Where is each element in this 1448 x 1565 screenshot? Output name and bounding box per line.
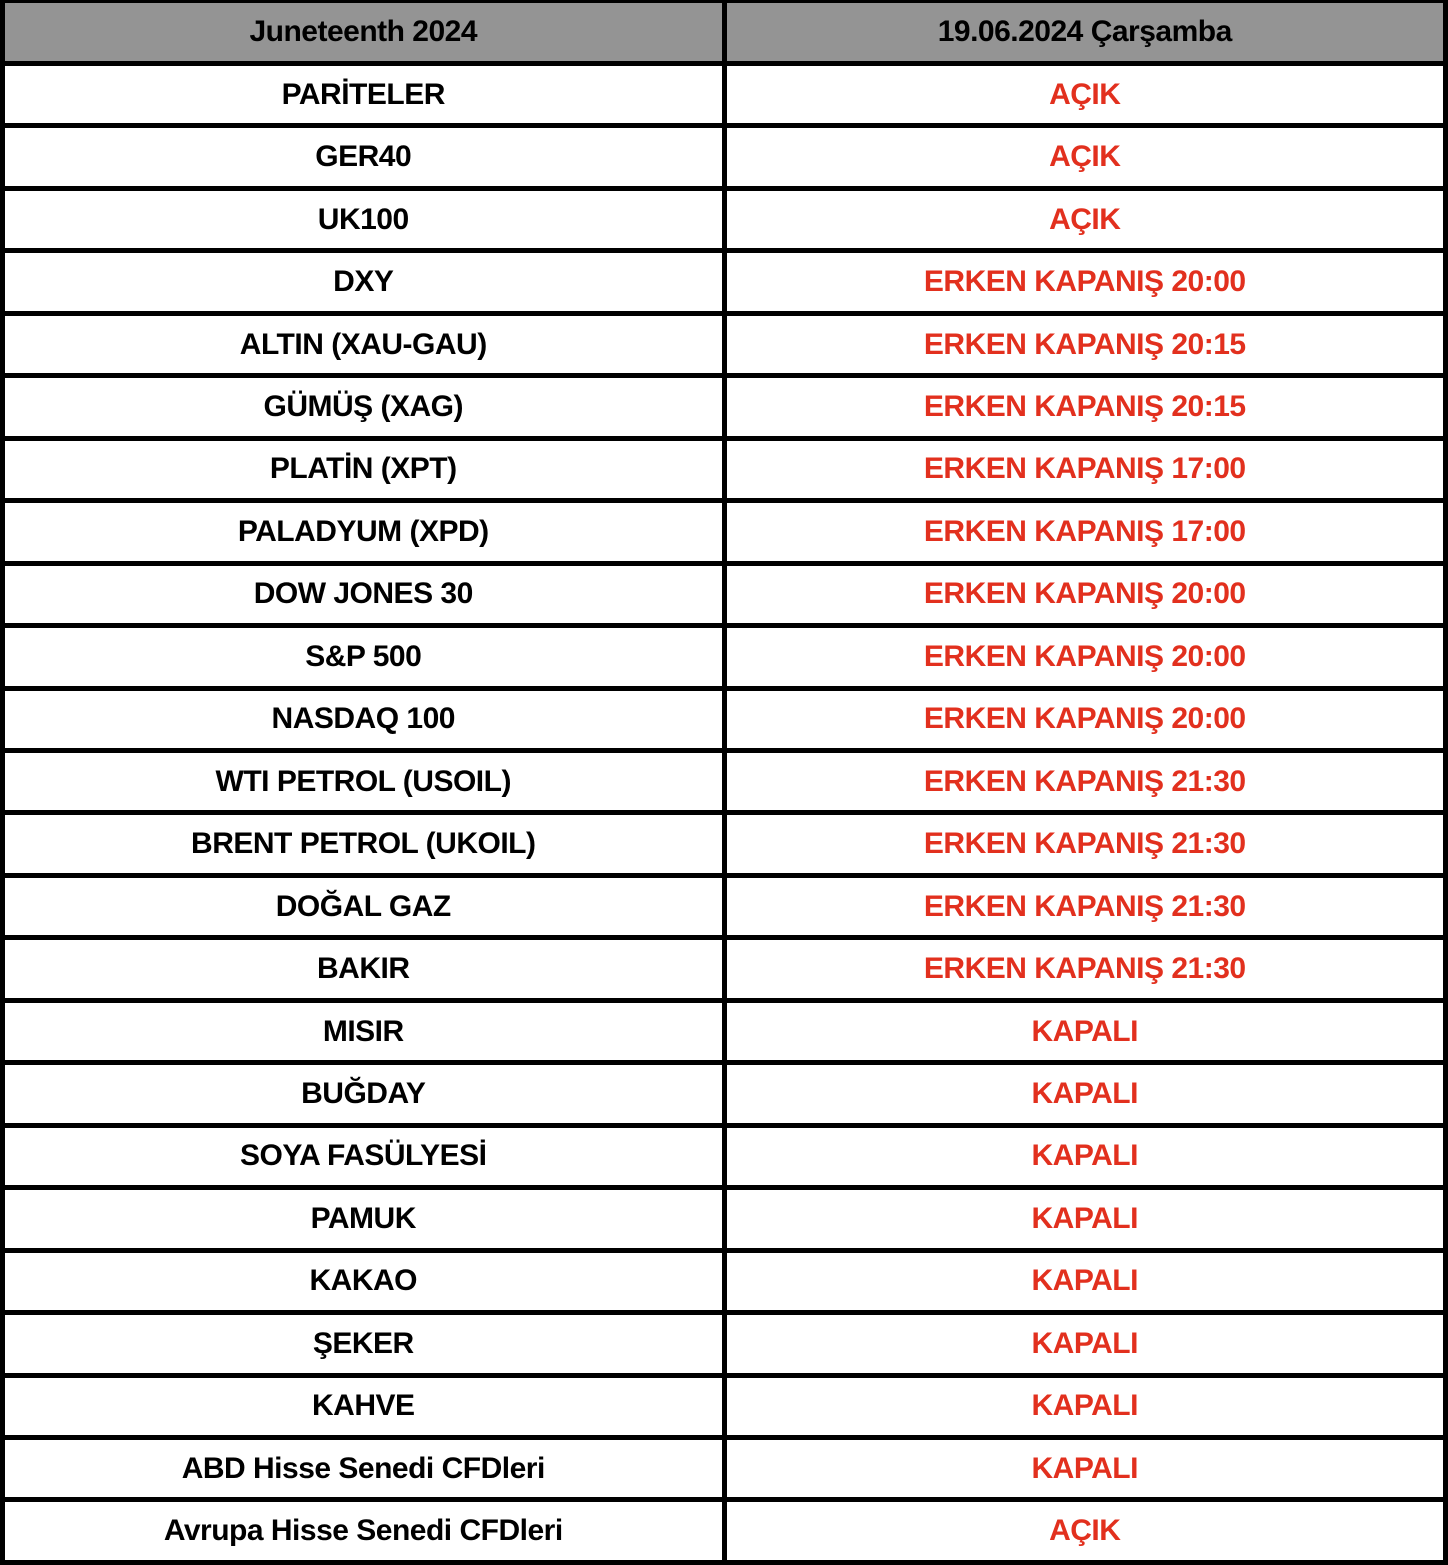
status-cell: ERKEN KAPANIŞ 20:00	[724, 563, 1446, 625]
instrument-cell: ŞEKER	[3, 1313, 725, 1375]
table-body	[3, 64, 1446, 1563]
instrument-cell: BUĞDAY	[3, 1063, 725, 1125]
holiday-name-header: Juneteenth 2024	[3, 2, 725, 64]
table-row	[3, 1437, 1446, 1499]
table-row	[3, 1125, 1446, 1187]
table-row	[3, 1000, 1446, 1062]
table-row	[3, 1188, 1446, 1250]
status-cell: ERKEN KAPANIŞ 21:30	[724, 750, 1446, 812]
status-cell: KAPALI	[724, 1063, 1446, 1125]
table-row	[3, 188, 1446, 250]
instrument-cell: DOĞAL GAZ	[3, 875, 725, 937]
table-row	[3, 251, 1446, 313]
status-cell: KAPALI	[724, 1375, 1446, 1437]
instrument-cell: S&P 500	[3, 626, 725, 688]
instrument-cell: PARİTELER	[3, 64, 725, 126]
instrument-cell: DXY	[3, 251, 725, 313]
instrument-cell: GÜMÜŞ (XAG)	[3, 376, 725, 438]
table-row	[3, 750, 1446, 812]
status-cell: AÇIK	[724, 1500, 1446, 1563]
table-row	[3, 626, 1446, 688]
table-row	[3, 1313, 1446, 1375]
status-cell: KAPALI	[724, 1313, 1446, 1375]
status-cell: ERKEN KAPANIŞ 20:15	[724, 313, 1446, 375]
instrument-cell: PLATİN (XPT)	[3, 438, 725, 500]
date-header: 19.06.2024 Çarşamba	[724, 2, 1446, 64]
status-cell: AÇIK	[724, 64, 1446, 126]
status-cell: ERKEN KAPANIŞ 17:00	[724, 438, 1446, 500]
instrument-cell: GER40	[3, 126, 725, 188]
instrument-cell: PALADYUM (XPD)	[3, 501, 725, 563]
status-cell: KAPALI	[724, 1000, 1446, 1062]
table-row	[3, 813, 1446, 875]
table-row	[3, 501, 1446, 563]
instrument-cell: PAMUK	[3, 1188, 725, 1250]
instrument-cell: WTI PETROL (USOIL)	[3, 750, 725, 812]
status-cell: KAPALI	[724, 1125, 1446, 1187]
instrument-cell: KAKAO	[3, 1250, 725, 1312]
instrument-cell: MISIR	[3, 1000, 725, 1062]
status-cell: ERKEN KAPANIŞ 20:00	[724, 688, 1446, 750]
instrument-cell: KAHVE	[3, 1375, 725, 1437]
header-row	[3, 2, 1446, 64]
status-cell: ERKEN KAPANIŞ 20:00	[724, 626, 1446, 688]
table-header	[3, 2, 1446, 64]
status-cell: ERKEN KAPANIŞ 21:30	[724, 875, 1446, 937]
status-cell: ERKEN KAPANIŞ 17:00	[724, 501, 1446, 563]
instrument-cell: NASDAQ 100	[3, 688, 725, 750]
table-row	[3, 126, 1446, 188]
status-cell: ERKEN KAPANIŞ 21:30	[724, 813, 1446, 875]
status-cell: AÇIK	[724, 188, 1446, 250]
table-row	[3, 313, 1446, 375]
table-row	[3, 438, 1446, 500]
table-row	[3, 64, 1446, 126]
status-cell: ERKEN KAPANIŞ 21:30	[724, 938, 1446, 1000]
table-row	[3, 1250, 1446, 1312]
status-cell: KAPALI	[724, 1188, 1446, 1250]
instrument-cell: ALTIN (XAU-GAU)	[3, 313, 725, 375]
table-row	[3, 563, 1446, 625]
status-cell: ERKEN KAPANIŞ 20:00	[724, 251, 1446, 313]
table-row	[3, 875, 1446, 937]
table-row	[3, 938, 1446, 1000]
table-row	[3, 1375, 1446, 1437]
status-cell: KAPALI	[724, 1437, 1446, 1499]
table-row	[3, 1063, 1446, 1125]
status-cell: ERKEN KAPANIŞ 20:15	[724, 376, 1446, 438]
instrument-cell: UK100	[3, 188, 725, 250]
instrument-cell: BAKIR	[3, 938, 725, 1000]
status-cell: KAPALI	[724, 1250, 1446, 1312]
instrument-cell: DOW JONES 30	[3, 563, 725, 625]
instrument-cell: SOYA FASÜLYESİ	[3, 1125, 725, 1187]
instrument-cell: BRENT PETROL (UKOIL)	[3, 813, 725, 875]
status-cell: AÇIK	[724, 126, 1446, 188]
table-row	[3, 1500, 1446, 1563]
instrument-cell: ABD Hisse Senedi CFDleri	[3, 1437, 725, 1499]
table-row	[3, 376, 1446, 438]
table-row	[3, 688, 1446, 750]
instrument-cell: Avrupa Hisse Senedi CFDleri	[3, 1500, 725, 1563]
